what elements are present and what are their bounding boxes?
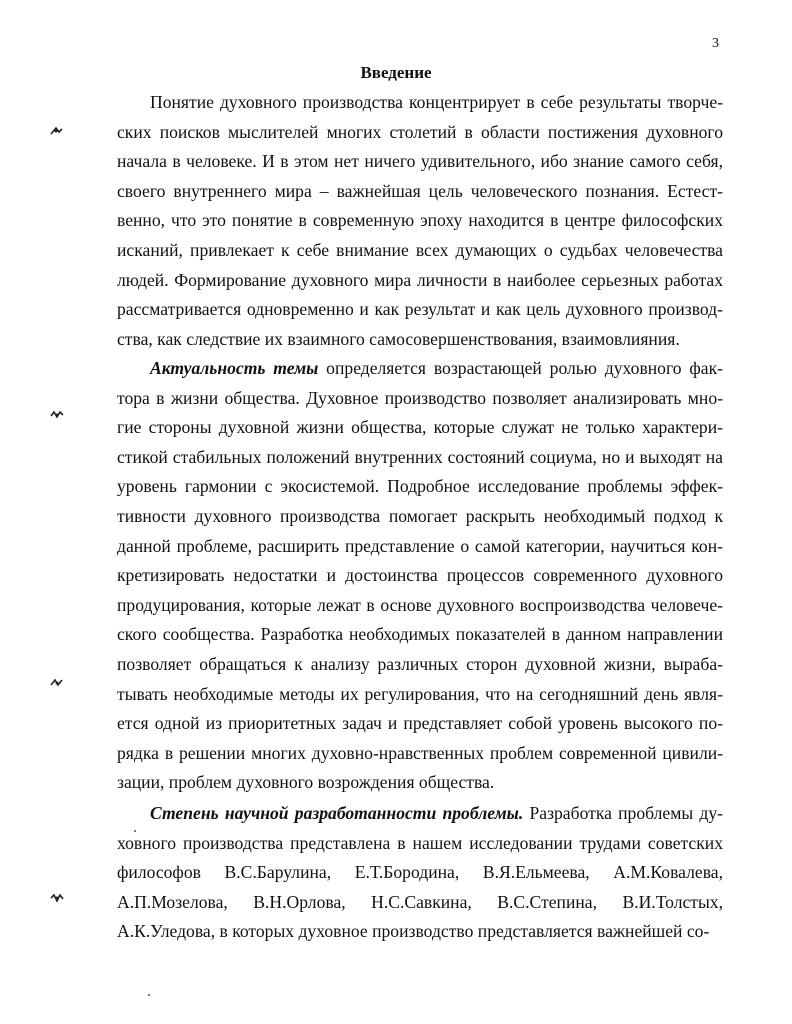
research-line-4: А.П.Мозелова, В.Н.Орлова, Н.С.Савкина, В.С.Степина, В.И.Толстых,: [117, 891, 723, 912]
margin-mark-icon: [50, 678, 64, 688]
paragraph-relevance: [117, 354, 723, 798]
paragraph-intro-text: Понятие духовного производства концентрирует в себе результаты творческих поисков мыслителей многих столетий в области постижения духовного начала в человеке. И в этом нет ничего удивительного, ибо знание самого себя, своего внутреннего мира – важнейшая цель человеческого познания. Естественно, что это понятие в современную эпоху находится в центре философских исканий, привлекает к себе внимание всех думающих о судьбах человечества людей. Формирование духовного мира личности в наиболее серьезных работах рассматривается одновременно и как результат и как цель духовного производства, как следствие их взаимного самосовершенствования, взаимовлияния.: [117, 92, 723, 349]
research-line-1: Степень научной разработанности проблемы. Разработка проблемы ду-: [150, 803, 723, 823]
margin-mark-icon: [50, 893, 64, 903]
paragraph-intro: [117, 88, 723, 354]
relevance-text: определяется возрастающей ролью духовного фактора в жизни общества. Духовное производство позволяет анализировать многие стороны духовной жизни общества, которые служат не только характеристикой стабильных положений внутренних состояний социума, но и выходят на уровень гармонии с экосистемой. Подробное исследование проблемы эффективности духовного производства помогает раскрыть необходимый подход к данной проблеме, расширить представление о самой категории, научиться конкретизировать недостатки и достоинства процессов современного духовного продуцирования, которые лежат в основе духовного воспроизводства человеческого сообщества. Разработка необходимых показателей в данном направлении позволяет обращаться к анализу различных сторон духовной жизни, вырабатывать необходимые методы их регулирования, что на сегодняшний день является одной из приоритетных задач и представляет собой уровень высокого порядка в решении многих духовно-нравственных проблем современной цивилизации, проблем духовного возрождения общества.: [117, 358, 723, 793]
research-line-3: философов В.С.Барулина, Е.Т.Бородина, В.Я.Ельмеева, А.М.Ковалева,: [117, 862, 723, 883]
margin-mark-icon: [50, 410, 64, 420]
margin-mark-icon: [50, 126, 64, 136]
page-number: 3: [712, 36, 719, 51]
scan-speck: [134, 830, 136, 832]
relevance-heading: Актуальность темы: [150, 358, 319, 378]
paragraph-research-degree: [117, 799, 723, 947]
scan-speck: [148, 994, 150, 996]
page-title: Введение: [360, 63, 432, 82]
research-line-5: А.К.Уледова, в которых духовное производство представляется важнейшей со-: [117, 921, 710, 942]
research-line-2: ховного производства представлена в нашем исследовании трудами советских: [117, 832, 723, 853]
research-degree-heading: Степень научной разработанности проблемы.: [150, 803, 524, 823]
